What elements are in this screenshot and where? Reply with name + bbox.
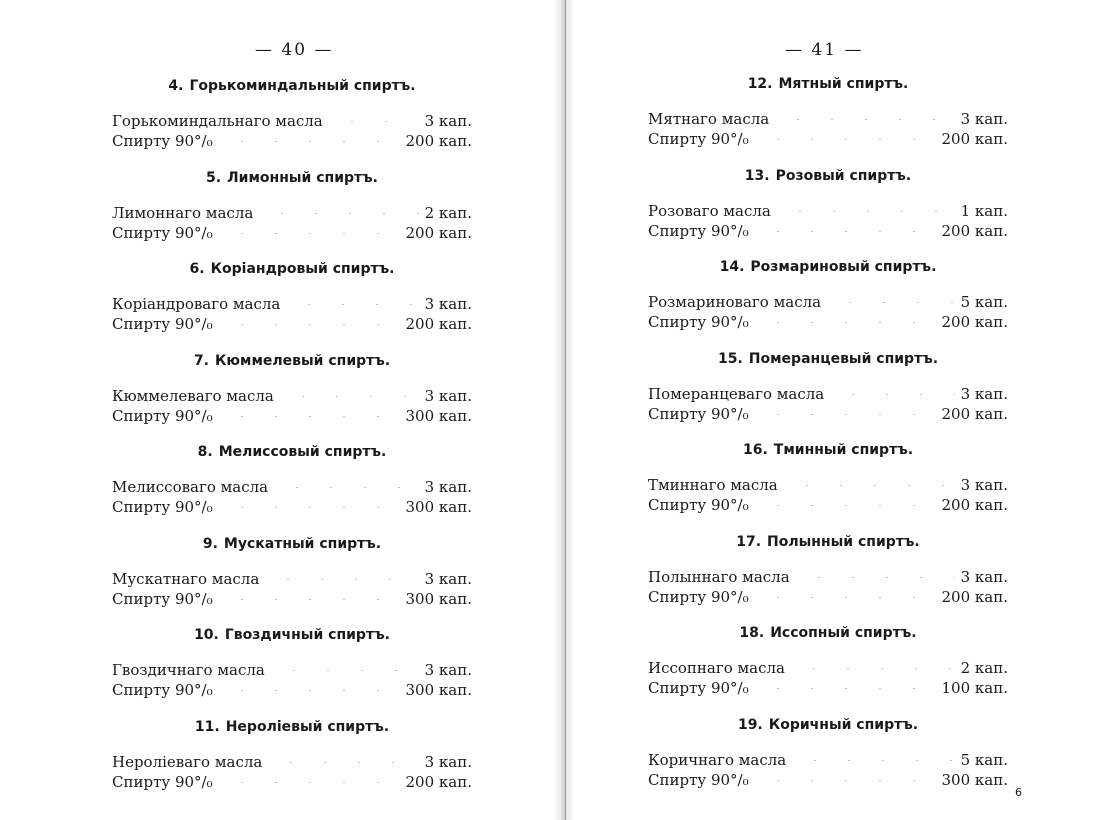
recipe-block [112,444,472,517]
ingredient-name: Спирту 90°/₀ [112,224,213,242]
recipe-block [112,261,472,334]
leader-dots [792,760,954,761]
ingredient-row-spirit [648,221,1008,241]
ingredient-name: Гвоздичнаго масла [112,661,265,679]
recipe-block [648,76,1008,149]
book-spine-line [565,0,566,820]
recipe-number: 9. [202,536,218,552]
ingredient-row-spirit [112,314,472,334]
recipe-block [648,168,1008,241]
leader-dots [755,231,936,232]
ingredient-row-spirit [112,589,472,609]
leader-dots [755,139,936,140]
recipe-number: 17. [736,534,762,550]
leader-dots [777,211,955,212]
leader-dots [219,324,400,325]
recipe-title [648,76,1008,92]
ingredient-name: Мускатнаго масла [112,570,260,588]
recipe-block [112,536,472,609]
ingredient-quantity: 200 кап. [941,313,1008,331]
recipe-name: Коричный спиртъ. [768,717,919,733]
ingredient-quantity: 3 кап. [960,476,1008,494]
leader-dots [755,505,936,506]
ingredient-row-oil [648,292,1008,312]
ingredient-row-oil [112,660,472,680]
recipe-name: Иссопный спиртъ. [770,625,917,641]
ingredient-row-spirit [112,680,472,700]
leader-dots [219,416,400,417]
ingredient-name: Спирту 90°/₀ [112,498,213,516]
recipe-block [112,170,472,243]
recipe-number: 15. [717,351,743,367]
recipe-title [112,444,472,460]
ingredient-row-spirit [648,404,1008,424]
leader-dots [329,121,419,122]
recipe-block [112,353,472,426]
ingredient-row-spirit [112,131,472,151]
ingredient-row-spirit [112,406,472,426]
right-page [570,0,1100,820]
ingredient-quantity: 3 кап. [960,568,1008,586]
ingredient-row-oil [112,386,472,406]
leader-dots [775,119,954,120]
ingredient-name: Коричнаго масла [648,751,787,769]
leader-dots [219,233,400,234]
leader-dots [827,302,955,303]
ingredient-quantity: 3 кап. [424,570,472,588]
recipe-name: Коріандровый спиртъ. [210,261,395,277]
ingredient-quantity: 3 кап. [424,387,472,405]
leader-dots [219,782,400,783]
ingredient-quantity: 3 кап. [424,295,472,313]
leader-dots [791,668,955,669]
recipe-title [112,170,472,186]
ingredient-name: Спирту 90°/₀ [648,405,749,423]
ingredient-name: Тминнаго масла [648,476,778,494]
ingredient-row-oil [648,201,1008,221]
recipe-number: 18. [739,625,765,641]
ingredient-quantity: 300 кап. [941,771,1008,789]
leader-dots [755,597,936,598]
leader-dots [755,414,936,415]
ingredient-quantity: 3 кап. [424,112,472,130]
ingredient-name: Спирту 90°/₀ [648,771,749,789]
recipe-title [112,78,472,94]
leader-dots [796,577,955,578]
leader-dots [271,670,419,671]
ingredient-name: Спирту 90°/₀ [112,315,213,333]
ingredient-name: Полыннаго масла [648,568,790,586]
ingredient-quantity: 200 кап. [405,132,472,150]
ingredient-name: Кюммелеваго масла [112,387,274,405]
recipe-number: 7. [193,353,209,369]
recipe-name: Гвоздичный спиртъ. [224,627,390,643]
leader-dots [265,579,418,580]
leader-dots [259,213,418,214]
ingredient-name: Померанцеваго масла [648,385,825,403]
ingredient-quantity: 200 кап. [941,588,1008,606]
recipe-name: Нероліевый спиртъ. [225,719,390,735]
ingredient-name: Иссопнаго масла [648,659,785,677]
ingredient-row-spirit [648,587,1008,607]
ingredient-name: Спирту 90°/₀ [112,681,213,699]
leader-dots [219,141,400,142]
page-number: — 41 — [785,40,864,60]
recipe-name: Розмариновый спиртъ. [750,259,937,275]
recipe-name: Тминный спиртъ. [773,442,914,458]
leader-dots [784,485,955,486]
recipe-title [648,534,1008,550]
recipe-title [648,625,1008,641]
ingredient-quantity: 2 кап. [960,659,1008,677]
recipe-number: 8. [197,444,213,460]
recipe-number: 10. [194,627,219,643]
recipe-block [112,78,472,151]
ingredient-row-oil [112,752,472,772]
signature-mark: 6 [1015,786,1022,799]
ingredient-name: Спирту 90°/₀ [648,588,749,606]
ingredient-row-oil [112,294,472,314]
ingredient-quantity: 3 кап. [960,385,1008,403]
recipe-title [112,261,472,277]
ingredient-row-spirit [112,772,472,792]
recipe-block [648,534,1008,607]
ingredient-row-oil [648,109,1008,129]
ingredient-quantity: 3 кап. [424,753,472,771]
ingredient-quantity: 1 кап. [960,202,1008,220]
recipe-block [648,717,1008,790]
recipe-title [648,351,1008,367]
recipe-number: 16. [742,442,768,458]
ingredient-row-spirit [648,495,1008,515]
ingredient-name: Спирту 90°/₀ [648,679,749,697]
ingredient-name: Нероліеваго масла [112,753,263,771]
ingredient-quantity: 2 кап. [424,204,472,222]
ingredient-name: Спирту 90°/₀ [112,407,213,425]
ingredient-row-oil [648,384,1008,404]
recipe-number: 4. [168,78,184,94]
recipe-block [648,442,1008,515]
ingredient-quantity: 3 кап. [424,661,472,679]
recipe-title [112,719,472,735]
ingredient-quantity: 100 кап. [941,679,1008,697]
leader-dots [830,394,954,395]
recipe-block [648,259,1008,332]
leader-dots [755,322,936,323]
recipe-block [648,351,1008,424]
ingredient-name: Мятнаго масла [648,110,770,128]
ingredient-row-spirit [648,129,1008,149]
ingredient-row-oil [112,203,472,223]
ingredient-name: Лимоннаго масла [112,204,254,222]
page-number: — 40 — [255,40,334,60]
recipe-title [648,442,1008,458]
ingredient-name: Спирту 90°/₀ [112,773,213,791]
ingredient-quantity: 200 кап. [941,130,1008,148]
recipe-name: Померанцевый спиртъ. [748,351,939,367]
ingredient-name: Розоваго масла [648,202,771,220]
recipe-title [648,259,1008,275]
ingredient-row-spirit [648,770,1008,790]
ingredient-quantity: 3 кап. [424,478,472,496]
leader-dots [219,690,400,691]
ingredient-name: Мелиссоваго масла [112,478,269,496]
ingredient-row-spirit [112,223,472,243]
recipe-title [112,536,472,552]
ingredient-quantity: 300 кап. [405,590,472,608]
ingredient-quantity: 200 кап. [941,496,1008,514]
ingredient-quantity: 200 кап. [941,405,1008,423]
ingredient-quantity: 300 кап. [405,407,472,425]
recipe-name: Горькоминдальный спиртъ. [189,78,416,94]
ingredient-row-oil [112,569,472,589]
recipe-number: 6. [189,261,205,277]
recipe-name: Кюммелевый спиртъ. [214,353,391,369]
recipe-name: Розовый спиртъ. [775,168,912,184]
leader-dots [219,599,400,600]
recipe-number: 19. [737,717,763,733]
ingredient-row-oil [112,111,472,131]
recipe-name: Полынный спиртъ. [767,534,920,550]
ingredient-row-oil [648,658,1008,678]
recipe-name: Мускатный спиртъ. [223,536,382,552]
recipe-number: 11. [194,719,220,735]
ingredient-quantity: 200 кап. [405,224,472,242]
ingredient-row-oil [648,750,1008,770]
leader-dots [286,304,418,305]
recipe-title [112,627,472,643]
ingredient-name: Розмариноваго масла [648,293,822,311]
recipe-number: 5. [205,170,222,186]
ingredient-name: Спирту 90°/₀ [648,130,749,148]
recipe-number: 14. [719,259,745,275]
ingredient-name: Горькоминдальнаго масла [112,112,323,130]
ingredient-row-spirit [648,678,1008,698]
ingredient-name: Спирту 90°/₀ [112,590,213,608]
recipe-title [648,168,1008,184]
recipe-name: Мелиссовый спиртъ. [218,444,387,460]
ingredient-row-oil [112,477,472,497]
ingredient-name: Спирту 90°/₀ [648,222,749,240]
recipe-block [648,625,1008,698]
recipe-number: 12. [747,76,773,92]
recipe-block [112,719,472,792]
ingredient-quantity: 200 кап. [941,222,1008,240]
ingredient-quantity: 3 кап. [960,110,1008,128]
ingredient-row-spirit [648,312,1008,332]
leader-dots [268,762,418,763]
ingredient-name: Коріандроваго масла [112,295,281,313]
recipe-title [648,717,1008,733]
recipe-title [112,353,472,369]
ingredient-name: Спирту 90°/₀ [648,496,749,514]
leader-dots [280,396,419,397]
ingredient-quantity: 5 кап. [960,293,1008,311]
recipe-block [112,627,472,700]
ingredient-quantity: 200 кап. [405,773,472,791]
leader-dots [755,688,936,689]
ingredient-quantity: 300 кап. [405,498,472,516]
leader-dots [755,780,936,781]
ingredient-name: Спирту 90°/₀ [648,313,749,331]
ingredient-name: Спирту 90°/₀ [112,132,213,150]
ingredient-quantity: 300 кап. [405,681,472,699]
recipe-name: Лимонный спиртъ. [227,170,378,186]
recipe-name: Мятный спиртъ. [778,76,909,92]
ingredient-row-oil [648,567,1008,587]
ingredient-quantity: 5 кап. [960,751,1008,769]
recipe-number: 13. [744,168,770,184]
leader-dots [274,487,418,488]
ingredient-quantity: 200 кап. [405,315,472,333]
ingredient-row-oil [648,475,1008,495]
ingredient-row-spirit [112,497,472,517]
leader-dots [219,507,400,508]
